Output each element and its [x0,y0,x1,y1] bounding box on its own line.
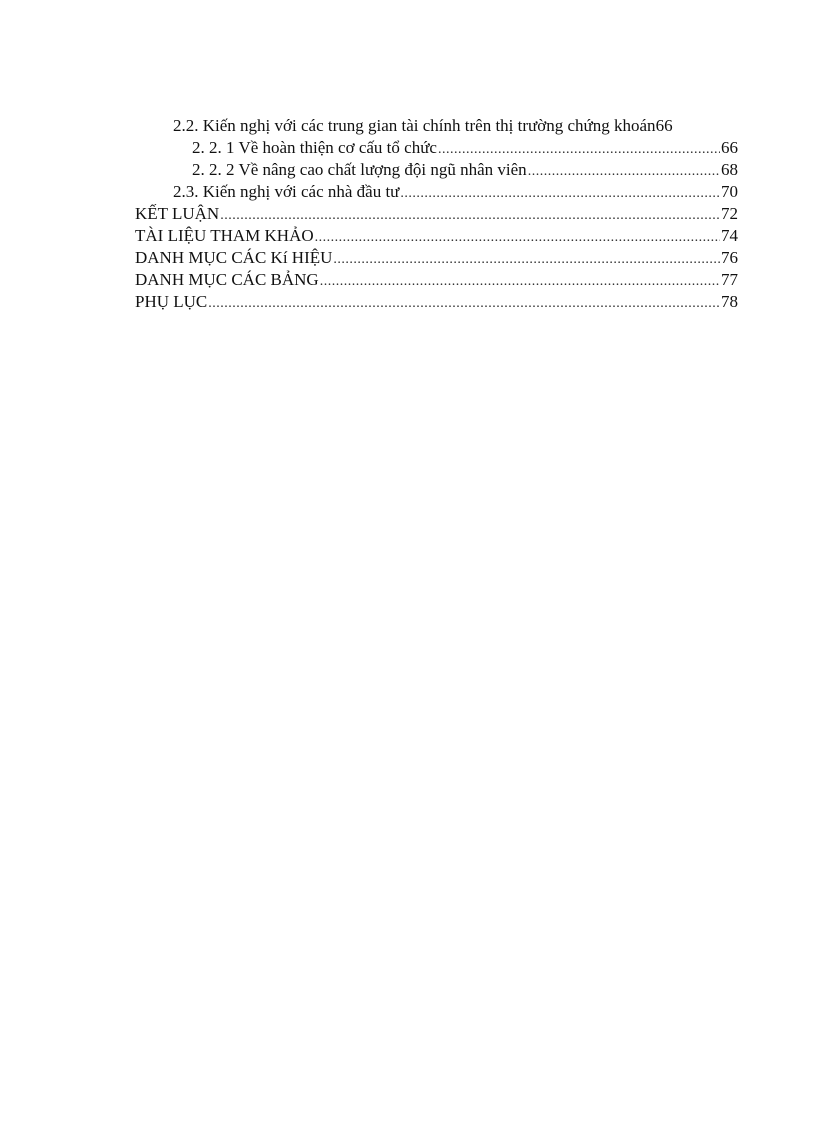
toc-dot-leader [208,293,720,315]
toc-entry-title: 2.3. Kiến nghị với các nhà đầu tư [173,182,400,201]
toc-entry-2-2[interactable] [135,115,738,137]
toc-entry-title: TÀI LIỆU THAM KHẢO [135,226,314,245]
toc-dot-leader [320,271,720,293]
toc-entry-danh-muc-ki-hieu[interactable] [135,247,738,269]
toc-entry-ket-luan[interactable] [135,203,738,225]
toc-entry-title: 2.2. Kiến nghị với các trung gian tài chính trên thị trường chứng khoán [173,116,656,135]
toc-dot-leader [400,183,720,205]
toc-entry-phu-luc[interactable] [135,291,738,313]
table-of-contents [135,115,738,313]
toc-entry-danh-muc-bang[interactable] [135,269,738,291]
toc-entry-title: DANH MỤC CÁC Kí HIỆU [135,248,333,267]
toc-entry-title: KẾT LUẬN [135,204,220,223]
toc-dot-leader [315,227,720,249]
toc-entry-title: 2. 2. 1 Về hoàn thiện cơ cấu tổ chức [192,138,437,157]
toc-entry-page: 72 [721,204,738,223]
toc-entry-title: 2. 2. 2 Về nâng cao chất lượng đội ngũ nhân viên [192,160,527,179]
toc-entry-page: 70 [721,182,738,201]
toc-entry-page: 77 [721,270,738,289]
toc-entry-tai-lieu-tham-khao[interactable] [135,225,738,247]
toc-dot-leader [220,205,720,227]
toc-entry-page: 76 [721,248,738,267]
toc-entry-2-3[interactable] [135,181,738,203]
toc-dot-leader [333,249,720,271]
toc-dot-leader [528,161,720,183]
toc-dot-leader [438,139,720,161]
toc-entry-page: 68 [721,160,738,179]
toc-entry-page: 66 [655,116,673,135]
toc-entry-title: PHỤ LỤC [135,292,208,311]
toc-entry-page: 74 [721,226,738,245]
toc-entry-2-2-2[interactable] [135,159,738,181]
toc-entry-page: 78 [721,292,738,311]
toc-entry-2-2-1[interactable] [135,137,738,159]
toc-entry-title: DANH MỤC CÁC BẢNG [135,270,319,289]
toc-entry-page: 66 [721,138,738,157]
